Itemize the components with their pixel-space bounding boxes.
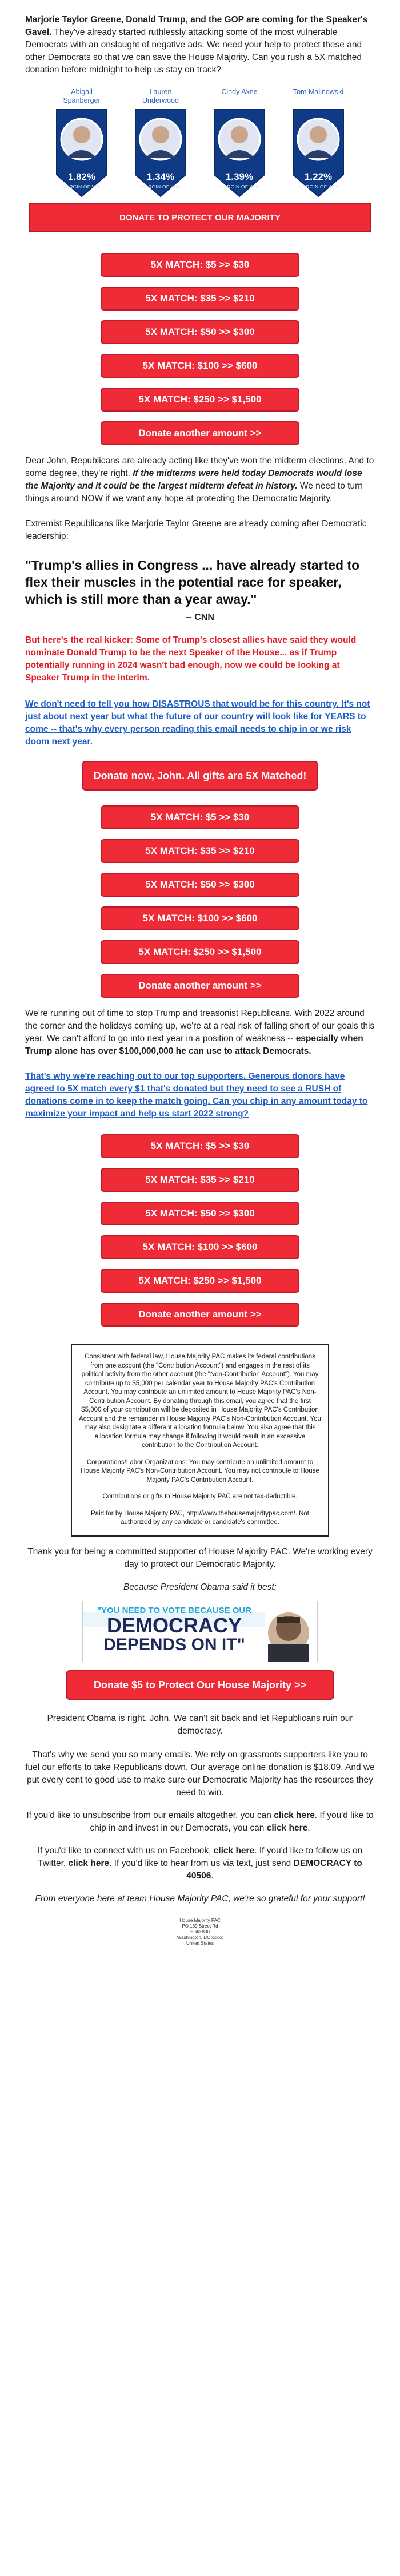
donate-another-amount-button[interactable]: Donate another amount >> <box>101 974 299 998</box>
banner-line3: DEPENDS ON IT" <box>103 1635 245 1654</box>
para3-text: We're running out of time to stop Trump and treasonist Republicans. With 2022 around the corner and the holidays coming up, we're at a real risk of falling short of our goals this year. We can't afford to go into next year in a position of weakness -- <box>25 1009 375 1043</box>
candidate-card <box>212 88 267 199</box>
margin-caption: MARGIN OF WIN <box>141 184 181 190</box>
margin-percent: 1.82% <box>67 171 96 182</box>
donation-buttons-1 <box>25 253 375 445</box>
intro-text: They've already started ruthlessly attacking some of the most vulnerable Democrats with an onslaught of negative ads. We need your help to protect these and other Democrats so that we can save the House Majority. Can you rush a 5X matched donation before midnight to help us stay on track? <box>25 27 362 75</box>
banner-line2: DEMOCRACY <box>106 1613 242 1637</box>
text-code: DEMOCRACY to 40506 <box>186 1858 362 1881</box>
candidate-card <box>54 88 109 199</box>
top-supporters-link[interactable]: That's why we're reaching out to our top supporters. Generous donors have agreed to 5X match every $1 that's donated but they need to see a RUSH of donations come in to keep the match going. Can you chip in any amount today to maximize your impact and help us start 2022 strong? <box>25 1071 368 1119</box>
match-donation-button[interactable]: 5X MATCH: $50 >> $300 <box>101 320 299 344</box>
margin-percent: 1.39% <box>225 171 254 182</box>
match-donation-button[interactable]: 5X MATCH: $50 >> $300 <box>101 873 299 897</box>
margin-percent: 1.34% <box>146 171 175 182</box>
candidate-card <box>291 88 346 199</box>
donation-buttons-2 <box>25 805 375 998</box>
match-donation-button[interactable]: 5X MATCH: $5 >> $30 <box>101 805 299 829</box>
para1-text-a: Dear John, Republicans are already acting like they've won the midterm elections. And to some degree, they're right. <box>25 456 374 478</box>
social-text-b: . If you'd like to follow us on Twitter, <box>38 1845 363 1868</box>
candidate-badge <box>54 107 109 199</box>
para3-bold: especially when Trump alone has over $100,000,000 he can use to attack Democrats. <box>25 1034 363 1056</box>
match-donation-button[interactable]: 5X MATCH: $250 >> $1,500 <box>101 388 299 412</box>
address-line: PO 169 Street Rd <box>182 1923 218 1929</box>
quote-source: -- CNN <box>186 612 214 622</box>
candidate-name: Cindy Axne <box>221 88 258 96</box>
margin-percent: 1.22% <box>304 171 333 182</box>
social-paragraph <box>25 1845 375 1882</box>
unsub-text-c: . <box>307 1823 310 1833</box>
donate-5-protect-button[interactable]: Donate $5 to Protect Our House Majority >> <box>66 1670 334 1700</box>
unsubscribe-paragraph <box>25 1809 375 1835</box>
match-donation-button[interactable]: 5X MATCH: $35 >> $210 <box>101 839 299 863</box>
match-donation-button[interactable]: 5X MATCH: $50 >> $300 <box>101 1202 299 1225</box>
unsub-text-a: If you'd like to unsubscribe from our emails altogether, you can <box>26 1810 274 1820</box>
candidate-name: Abigail Spanberger <box>63 88 101 104</box>
intro-paragraph <box>25 14 375 76</box>
match-donation-button[interactable]: 5X MATCH: $100 >> $600 <box>101 354 299 378</box>
mailing-address <box>25 1918 375 1946</box>
big-donate-wrapper <box>25 761 375 791</box>
disastrous-paragraph[interactable] <box>25 698 375 748</box>
candidate-badge <box>212 107 267 199</box>
candidate-badge <box>133 107 188 199</box>
disclaimer-p2: Corporations/Labor Organizations: You may contribute an unlimited amount to House Majority PAC's Non-Contribution Account. You may not contribute to House Majority PAC's Contribution Account. <box>81 1458 319 1483</box>
paragraph-time <box>25 1007 375 1058</box>
disclaimer-p1: Consistent with federal law, House Majority PAC makes its federal contributions from one account (the "Contribution Account") and engages in the rest of its political activity from the other account (the "Non-Contribution Account"). You may contribute up to $5,000 per calendar year to House Majority PAC's Contribution Account. You may contribute an unlimited amount to House Majority PAC's Non-Contribution Account. By donating through this email, you agree that the first $5,000 of your contribution will be deposited in House Majority PAC's Contribution Account and the remainder in House Majority PAC's Non-Contribution Account. You may also designate a different allocation formula below. You also agree that this allocation formula may change if following it would result in an excessive contribution to the Contribution Account. <box>79 1353 321 1449</box>
para1-text-c: We need to turn things around NOW if we want any hope at protecting the Democratic Majority. <box>25 481 363 503</box>
match-donation-button[interactable]: 5X MATCH: $100 >> $600 <box>101 906 299 930</box>
margin-caption: MARGIN OF WIN <box>219 184 259 190</box>
disastrous-link[interactable]: We don't need to tell you how DISASTROUS that would be for this country. It's not just about next year but what the future of our country will look like for YEARS to come -- that's why every person reading this email needs to chip in or we risk doom next year. <box>25 699 370 747</box>
address-line: House Majority PAC <box>179 1917 221 1923</box>
obama-right-paragraph: President Obama is right, John. We can't sit back and let Republicans ruin our democracy. <box>47 1713 353 1736</box>
social-text-a: If you'd like to connect with us on Facebook, <box>37 1845 214 1856</box>
disclaimer-p4: Paid for by House Majority PAC, http://www.thehousemajoritypac.com/. Not authorized by any candidate or candidate's committee. <box>91 1510 309 1526</box>
donate-now-5x-button[interactable]: Donate now, John. All gifts are 5X Matched! <box>82 761 318 791</box>
candidate-name: Lauren Underwood <box>142 88 179 104</box>
twitter-link[interactable]: click here <box>68 1858 110 1868</box>
cnn-quote: "Trump's allies in Congress ... have already started to flex their muscles in the potential race for speaker, which is still more than a year away." <box>25 558 360 607</box>
address-line: Washington, DC xxxxx <box>177 1934 223 1940</box>
banner-line1: "YOU NEED TO VOTE BECAUSE OUR <box>97 1605 252 1615</box>
obama-donate-wrapper <box>25 1670 375 1700</box>
margin-caption: MARGIN OF WIN <box>62 184 102 190</box>
match-donation-button[interactable]: 5X MATCH: $250 >> $1,500 <box>101 940 299 964</box>
donation-buttons-3 <box>25 1134 375 1327</box>
intro-bold: Marjorie Taylor Greene, Donald Trump, and the GOP are coming for the Speaker's Gavel. <box>25 15 368 37</box>
kicker-paragraph: But here's the real kicker: Some of Trump's closest allies have said they would nominate Donald Trump to be the next Speaker of the House... as if Trump potentially running in 2024 wasn't bad enough, now we could be looking at Speaker Trump in the interim. <box>25 635 357 683</box>
emails-paragraph: That's why we send you so many emails. We rely on grassroots supporters like you to fuel our efforts to take Republicans down. Our average online donation is $18.09. And we put every cent to good use to make sure our Democratic Majority has the resources they need to win. <box>25 1749 375 1797</box>
unsubscribe-link[interactable]: click here <box>274 1810 315 1820</box>
candidate-row <box>26 88 374 199</box>
paragraph-extremists: Extremist Republicans like Marjorie Taylor Greene are already coming after Democratic leadership: <box>25 519 367 541</box>
social-text-c: . If you'd like to hear from us via text, just send <box>109 1858 294 1868</box>
facebook-link[interactable]: click here <box>213 1845 255 1856</box>
legal-disclaimer <box>71 1344 329 1537</box>
match-donation-button[interactable]: 5X MATCH: $250 >> $1,500 <box>101 1269 299 1293</box>
paragraph-republicans <box>25 455 375 505</box>
para1-emphasis: If the midterms were held today Democrats would lose the Majority and it could be the largest midterm defeat in history. <box>25 469 362 491</box>
disclaimer-p3: Contributions or gifts to House Majority PAC are not tax-deductible. <box>102 1493 298 1500</box>
margin-caption: MARGIN OF WIN <box>298 184 338 190</box>
donate-another-amount-button[interactable]: Donate another amount >> <box>101 1303 299 1327</box>
candidate-badge <box>291 107 346 199</box>
social-text-d: . <box>211 1870 214 1881</box>
match-donation-button[interactable]: 5X MATCH: $5 >> $30 <box>101 1134 299 1158</box>
candidate-panel <box>26 88 374 232</box>
signoff: From everyone here at team House Majority PAC, we're so grateful for your support! <box>35 1893 365 1904</box>
donate-protect-majority-button[interactable]: DONATE TO PROTECT OUR MAJORITY <box>29 203 371 232</box>
donate-another-amount-button[interactable]: Donate another amount >> <box>101 421 299 445</box>
invest-link[interactable]: click here <box>266 1823 308 1833</box>
address-line: Suite 800 <box>190 1929 210 1934</box>
address-line: United States <box>186 1940 214 1946</box>
candidate-name: Tom Malinowski <box>293 88 344 96</box>
match-donation-button[interactable]: 5X MATCH: $35 >> $210 <box>101 287 299 311</box>
match-donation-button[interactable]: 5X MATCH: $35 >> $210 <box>101 1168 299 1192</box>
top-supporters-paragraph[interactable] <box>25 1070 375 1120</box>
match-donation-button[interactable]: 5X MATCH: $5 >> $30 <box>101 253 299 277</box>
email-body <box>25 0 375 1946</box>
obama-banner-image <box>82 1601 318 1662</box>
match-donation-button[interactable]: 5X MATCH: $100 >> $600 <box>101 1235 299 1259</box>
obama-intro: Because President Obama said it best: <box>123 1582 277 1592</box>
banner-text <box>83 1606 266 1654</box>
unsub-text-b: . If you'd like to chip in and invest in our Democrats, you can <box>90 1810 374 1833</box>
thanks-paragraph: Thank you for being a committed supporter of House Majority PAC. We're working every day to protect our Democratic Majority. <box>27 1546 373 1569</box>
candidate-card <box>133 88 188 199</box>
